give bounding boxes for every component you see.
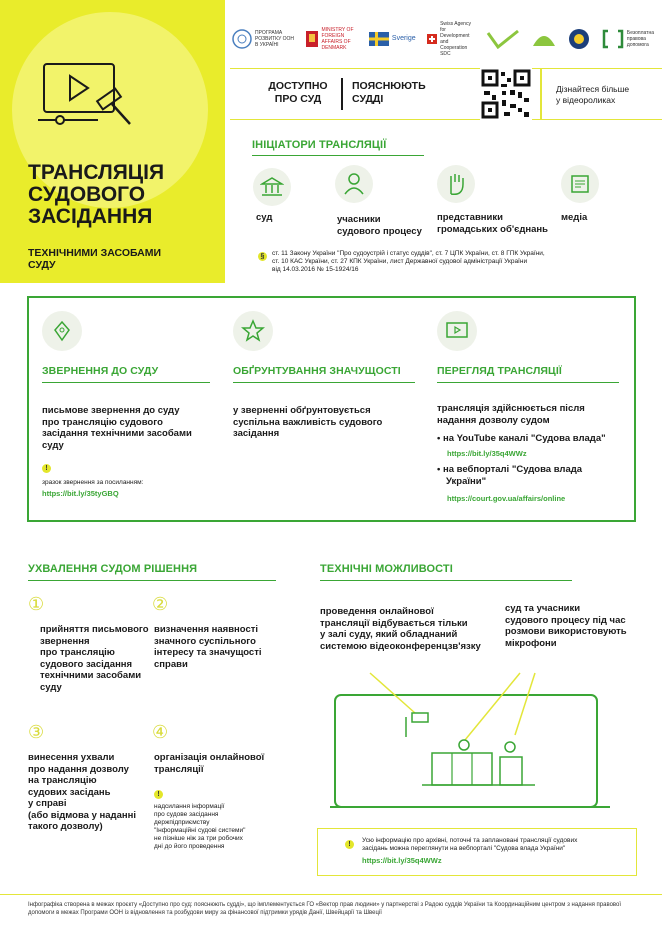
hero-subtitle: ТЕХНІЧНИМИ ЗАСОБАМИ СУДУ [28, 247, 162, 271]
partner-logos [232, 22, 657, 56]
viewing-bullet-youtube: • на YouTube каналі "Судова влада" [437, 433, 606, 444]
band-divider [341, 78, 343, 110]
court-building-icon [253, 168, 291, 206]
initiators-heading: ІНІЦІАТОРИ ТРАНСЛЯЦІЇ [252, 139, 424, 156]
step-2-number: ② [152, 594, 169, 614]
significance-text: у зверненні обґрунтовується суспільна важливість судового засідання [233, 405, 383, 439]
un-logo: ПРОГРАМА РОЗВИТКУ ООН В УКРАЇНІ [232, 29, 295, 49]
decision-step-4: організація онлайнової трансляції [154, 752, 265, 775]
person-icon [335, 165, 373, 203]
law-reference: ст. 11 Закону України "Про судоустрій і статус суддів", ст. 7 ЦПК України, ст. 8 ГПК України, ст. 10 КАС України, ст. 27 КПК України, лист Державної судової адміністрації України від 14.03.2016 № 15-1924/16 [272, 250, 545, 273]
courtroom-screen-illustration [330, 665, 635, 815]
vector-logo [486, 29, 520, 49]
step-4-number: ④ [152, 722, 169, 742]
initiator-media: медіа [561, 212, 588, 223]
project-name-left: ДОСТУПНО ПРО СУД [268, 80, 328, 105]
footer: Інфографіка створена в межах проєкту «Доступно про суд: пояснюють судді», що імплементується ГО «Вектор прав людини» у партнерстві з Радою суддів України та Координаційним центром з надання правової допомоги в межах Програми ООН із відновлення та розбудови миру за фінансової підтримки урядів Данії, Швейцарії та Швеції [0, 894, 662, 935]
appeal-text: письмове звернення до суду про трансляцію судового засідання технічними засобами суду [42, 405, 192, 451]
initiator-participants: учасники судового процесу [337, 214, 422, 237]
legal-aid-logo: Безоплатна правова допомога [602, 28, 657, 50]
law-section-icon: § [258, 252, 267, 261]
tech-heading: ТЕХНІЧНІ МОЖЛИВОСТІ [320, 563, 572, 581]
pen-nib-icon [42, 311, 82, 351]
decision-step-4-note: надсилання інформації про судове засідання держпідприємству "Інформаційні судові системи" не пізніше ніж за три робочих дні до його проведення [154, 803, 246, 850]
swiss-logo: Swiss Agency for Development and Cooperation SDC [427, 21, 474, 57]
tech-microphones-text: суд та учасники судового процесу під час розмови використовують мікрофони [505, 603, 627, 649]
significance-heading: ОБҐРУНТУВАННЯ ЗНАЧУЩОСТІ [233, 365, 415, 383]
raised-hand-icon [437, 165, 475, 203]
learn-more-text: Дізнайтеся більше у відеороликах [556, 84, 630, 105]
sverige-logo: Sverige [369, 32, 416, 46]
viewing-text: трансляція здійснюється після надання дозволу судом [437, 403, 585, 426]
star-icon [233, 311, 273, 351]
step-1-number: ① [28, 594, 45, 614]
initiator-court: суд [256, 212, 273, 223]
info-icon: ! [345, 840, 354, 849]
decision-step-2: визначення наявності значного суспільного інтересу та значущості справи [154, 624, 262, 670]
tech-videoconf-text: проведення онлайнової трансляції відбувається тільки у залі суду, який обладнаний системою відеоконференцзв'язку [320, 606, 481, 652]
info-link[interactable]: https://bit.ly/35q4WWz [362, 856, 442, 865]
decision-step-1: прийняття письмового звернення про трансляцію судового засідання технічними засобами суду [40, 624, 149, 693]
appeal-sample-link[interactable]: https://bit.ly/35tyGBQ [42, 489, 119, 498]
project-name-right: ПОЯСНЮЮТЬ СУДДІ [352, 80, 426, 105]
ccu-logo [568, 28, 590, 50]
step-4-note-icon: ! [154, 790, 163, 799]
video-court-icon [38, 60, 148, 130]
video-screen-icon [437, 311, 477, 351]
appeal-note-icon: ! [42, 464, 51, 473]
newspaper-icon [561, 165, 599, 203]
portal-link[interactable]: https://court.gov.ua/affairs/online [447, 494, 566, 503]
court-council-logo [531, 28, 557, 50]
viewing-bullet-portal: • на вебпорталі "Судова влада України" [437, 464, 583, 487]
hero-title: ТРАНСЛЯЦІЯ СУДОВОГО ЗАСІДАННЯ [28, 161, 165, 228]
appeal-heading: ЗВЕРНЕННЯ ДО СУДУ [42, 365, 210, 383]
step-3-number: ③ [28, 722, 45, 742]
qr-code[interactable] [480, 68, 532, 120]
learn-accent [540, 68, 542, 120]
info-text: Усю інформацію про архівні, поточні та заплановані трансляції судових засідань можна переглянути на вебпорталі "Судова влада України" [362, 837, 578, 852]
decision-heading: УХВАЛЕННЯ СУДОМ РІШЕННЯ [28, 563, 276, 581]
decision-step-3: винесення ухвали про надання дозволу на трансляцію судових засідань у справі (або відмова у наданні такого дозволу) [28, 752, 136, 832]
appeal-note: зразок звернення за посиланням: [42, 479, 144, 486]
viewing-heading: ПЕРЕГЛЯД ТРАНСЛЯЦІЇ [437, 365, 619, 383]
youtube-link[interactable]: https://bit.ly/35q4WWz [447, 449, 527, 458]
initiator-public-associations: представники громадських об'єднань [437, 212, 548, 235]
mfa-denmark-logo: MINISTRY OF FOREIGN AFFAIRS OF DENMARK [306, 27, 357, 51]
